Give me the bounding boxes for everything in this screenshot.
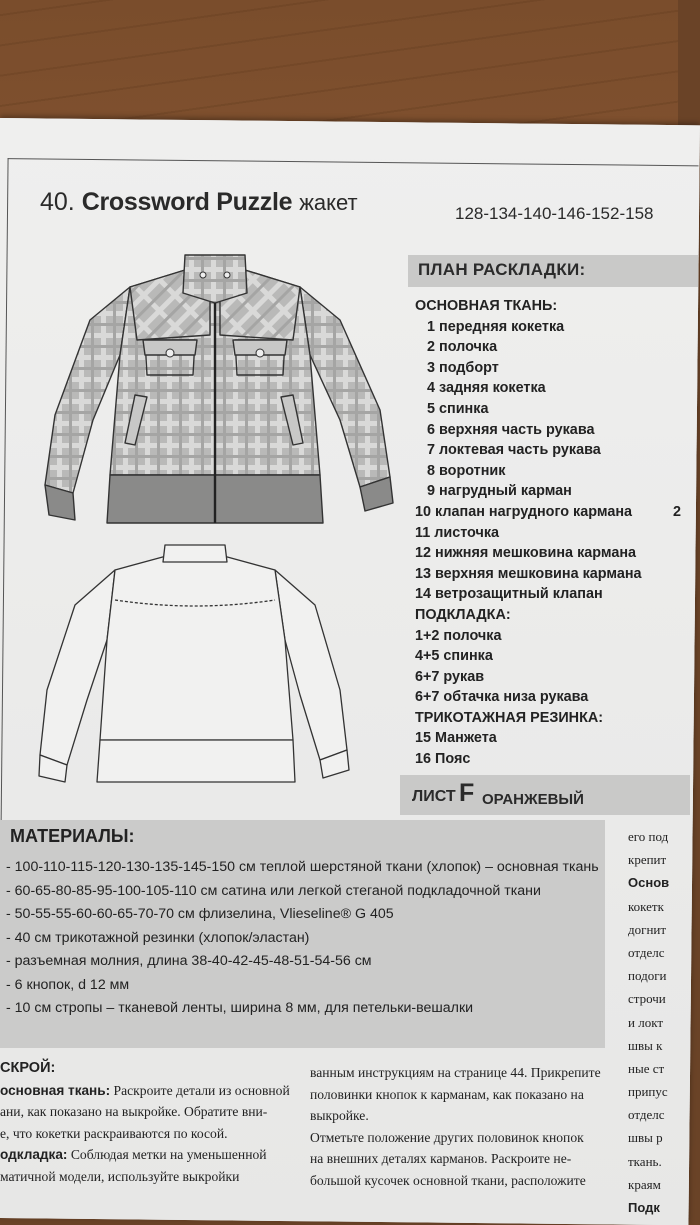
garment-kind: жакет: [299, 190, 358, 215]
materials-title: МАТЕРИАЛЫ:: [10, 826, 135, 846]
list-item: 1 передняя кокетка: [427, 318, 565, 335]
text-line: ванным инструкциям на странице 44. Прикрепите: [310, 1065, 601, 1080]
text-normal: Раскроите детали из основной: [110, 1082, 290, 1098]
list-item: - 60-65-80-85-95-100-105-110 см сатина или легкой стеганой подкладочной ткани: [6, 882, 541, 899]
pattern-sheet-header: [400, 775, 690, 815]
list-item: 2 полочка: [427, 339, 498, 356]
list-item: - 40 см трикотажной резинки (хлопок/эластан): [6, 929, 310, 946]
text-fragment: отделс: [628, 1107, 665, 1123]
wood-table-background: [0, 0, 678, 130]
sheet-letter: F: [459, 779, 475, 807]
list-item: 14 ветрозащитный клапан: [415, 586, 603, 603]
layout-plan-title: ПЛАН РАСКЛАДКИ:: [418, 260, 586, 279]
list-item: 8 воротник: [427, 462, 506, 479]
main-fabric-label: ОСНОВНАЯ ТКАНЬ:: [415, 298, 558, 314]
text-fragment: швы р: [628, 1130, 663, 1146]
text-fragment: кокетк: [628, 898, 664, 914]
text-line: матичной модели, используйте выкройки: [0, 1168, 240, 1184]
lining-label: ПОДКЛАДКА:: [415, 606, 511, 623]
list-item: 12 нижняя мешковина кармана: [415, 545, 637, 562]
text-fragment: припус: [628, 1084, 668, 1100]
cut-heading: СКРОЙ:: [0, 1060, 56, 1076]
pattern-name: Crossword Puzzle: [81, 188, 293, 216]
text-normal: Соблюдая метки на уменьшенной: [67, 1147, 267, 1162]
text-fragment: ткань.: [628, 1153, 662, 1169]
list-item: 13 верхняя мешковина кармана: [415, 565, 642, 582]
text-line: половинки кнопок к карманам, как показано на: [310, 1086, 584, 1102]
text-fragment: и локт: [628, 1014, 664, 1030]
list-item: 15 Манжета: [415, 730, 497, 747]
text-line: е, что кокетки раскраиваются по косой.: [0, 1125, 228, 1141]
jacket-front-illustration: [35, 245, 395, 530]
text-fragment: Подк: [628, 1200, 660, 1215]
text-fragment: краям: [628, 1176, 661, 1192]
size-range: 128-134-140-146-152-158: [455, 204, 654, 223]
list-item: 16 Пояс: [415, 751, 471, 768]
sheet-color: ОРАНЖЕВЫЙ: [482, 791, 584, 808]
list-item: 11 листочка: [415, 524, 500, 541]
list-item: 4 задняя кокетка: [427, 380, 546, 397]
text-fragment: подоги: [628, 968, 667, 984]
text-line: ани, как показано на выкройке. Обратите вни-: [0, 1104, 268, 1119]
list-item: 1+2 полочка: [415, 627, 502, 644]
list-item: - 100-110-115-120-130-135-145-150 см теплой шерстяной ткани (хлопок) – основная ткань: [6, 859, 599, 875]
text-line: [0, 1144, 300, 1166]
text-fragment: ные ст: [628, 1060, 665, 1076]
text-bold: одкладка:: [0, 1147, 68, 1162]
list-item: - 6 кнопок, d 12 мм: [6, 976, 130, 993]
text-fragment: отделс: [628, 944, 665, 960]
text-line: на внешних деталях карманов. Раскроите не-: [310, 1151, 572, 1166]
list-item: [415, 502, 682, 523]
right-column-fragments: [628, 825, 688, 1219]
text-fragment: Основ: [628, 875, 670, 891]
margin-mark: 2: [673, 503, 682, 520]
list-item: 6 верхняя часть рукава: [427, 421, 595, 438]
list-item: 7 локтевая часть рукава: [427, 442, 601, 459]
text-fragment: крепит: [628, 852, 667, 868]
text-bold: основная ткань:: [0, 1082, 111, 1098]
jacket-back-illustration: [35, 540, 355, 790]
list-item-text: 10 клапан нагрудного кармана: [415, 503, 633, 520]
text-fragment: догнит: [628, 921, 667, 937]
layout-plan-header: [408, 255, 698, 287]
sheet-label: ЛИСТ: [412, 788, 456, 805]
cut-section-middle: [310, 1062, 620, 1191]
text-line: Отметьте положение других половинок кнопок: [310, 1129, 584, 1145]
list-item: 9 нагрудный карман: [427, 483, 572, 500]
layout-plan-list: [415, 296, 682, 770]
cut-section-left: [0, 1058, 300, 1187]
pattern-number: 40.: [40, 188, 75, 216]
list-item: 4+5 спинка: [415, 648, 493, 665]
list-item: 6+7 обтачка низа рукава: [415, 689, 589, 706]
materials-list: [6, 856, 599, 1021]
text-line: [0, 1080, 300, 1102]
text-line: большой кусочек основной ткани, расположите: [310, 1172, 586, 1188]
pattern-title: [40, 188, 358, 217]
list-item: - 50-55-55-60-60-65-70-70 см флизелина, Vlieseline® G 405: [6, 906, 394, 922]
list-item: 3 подборт: [427, 359, 499, 376]
rib-label: ТРИКОТАЖНАЯ РЕЗИНКА:: [415, 709, 604, 726]
list-item: - разъемная молния, длина 38-40-42-45-48-51-54-56 см: [6, 953, 372, 969]
materials-box: [0, 820, 605, 1048]
list-item: 6+7 рукав: [415, 668, 485, 685]
text-fragment: его под: [628, 829, 669, 844]
list-item: 5 спинка: [427, 400, 489, 417]
text-line: выкройке.: [310, 1108, 369, 1123]
text-fragment: швы к: [628, 1037, 663, 1053]
list-item: - 10 см стропы – тканевой ленты, ширина 8 мм, для петельки-вешалки: [6, 1000, 474, 1016]
text-fragment: строчи: [628, 991, 666, 1007]
